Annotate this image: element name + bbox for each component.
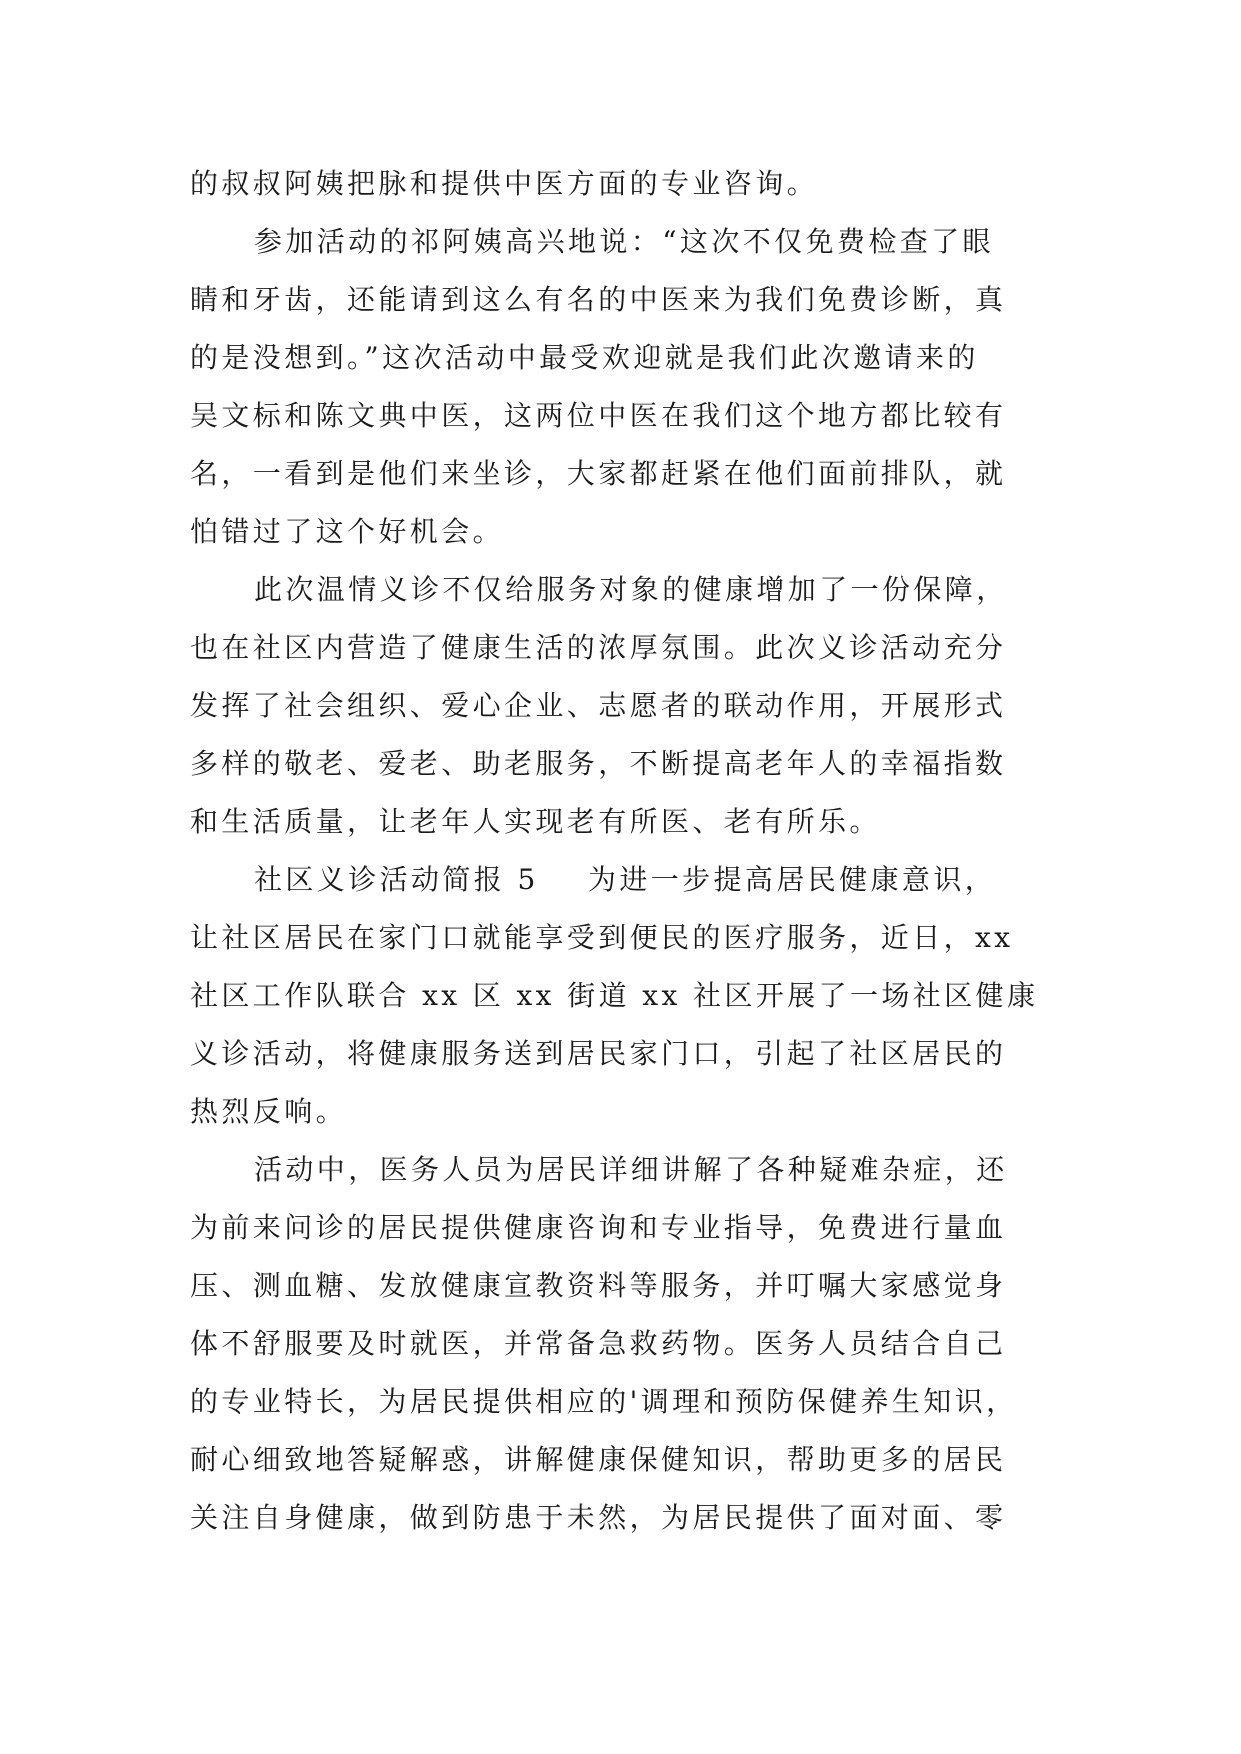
text-line: 名，一看到是他们来坐诊，大家都赶紧在他们面前排队，就	[190, 457, 1007, 490]
text-line: 让社区居民在家门口就能享受到便民的医疗服务，近日，xx	[190, 921, 1014, 954]
text-line: 的是没想到。”这次活动中最受欢迎就是我们此次邀请来的	[190, 341, 979, 374]
text-line: 压、测血糖、发放健康宣教资料等服务，并叮嘱大家感觉身	[190, 1269, 1007, 1302]
text-line: 活动中，医务人员为居民详细讲解了各种疑难杂症，还	[254, 1153, 1008, 1186]
text-line: 也在社区内营造了健康生活的浓厚氛围。此次义诊活动充分	[190, 631, 1007, 664]
text-line: 此次温情义诊不仅给服务对象的健康增加了一份保障，	[254, 573, 1008, 606]
text-line: 和生活质量，让老年人实现老有所医、老有所乐。	[190, 805, 881, 838]
text-line: 怕错过了这个好机会。	[190, 515, 505, 548]
text-line: 的专业特长，为居民提供相应的'调理和预防保健养生知识，	[190, 1385, 1018, 1418]
text-line: 参加活动的祁阿姨高兴地说：“这次不仅免费检查了眼	[254, 225, 994, 258]
text-line: 为前来问诊的居民提供健康咨询和专业指导，免费进行量血	[190, 1211, 1007, 1244]
text-line: 吴文标和陈文典中医，这两位中医在我们这个地方都比较有	[190, 399, 1007, 432]
text-line: 的叔叔阿姨把脉和提供中医方面的专业咨询。	[190, 167, 819, 200]
text-line: 关注自身健康，做到防患于未然，为居民提供了面对面、零	[190, 1501, 1007, 1534]
text-line: 睛和牙齿，还能请到这么有名的中医来为我们免费诊断，真	[190, 283, 1007, 316]
document-body	[190, 155, 1060, 1547]
text-line: 体不舒服要及时就医，并常备急救药物。医务人员结合自己	[190, 1327, 1007, 1360]
text-line: 发挥了社会组织、爱心企业、志愿者的联动作用，开展形式	[190, 689, 1007, 722]
section-heading-line: 社区义诊活动简报 5 为进一步提高居民健康意识，	[254, 863, 997, 896]
text-line: 热烈反响。	[190, 1095, 348, 1128]
text-line: 耐心细致地答疑解惑，讲解健康保健知识，帮助更多的居民	[190, 1443, 1007, 1476]
text-line: 社区工作队联合 xx 区 xx 街道 xx 社区开展了一场社区健康	[190, 979, 1039, 1012]
text-line: 义诊活动，将健康服务送到居民家门口，引起了社区居民的	[190, 1037, 1007, 1070]
text-line: 多样的敬老、爱老、助老服务，不断提高老年人的幸福指数	[190, 747, 1007, 780]
